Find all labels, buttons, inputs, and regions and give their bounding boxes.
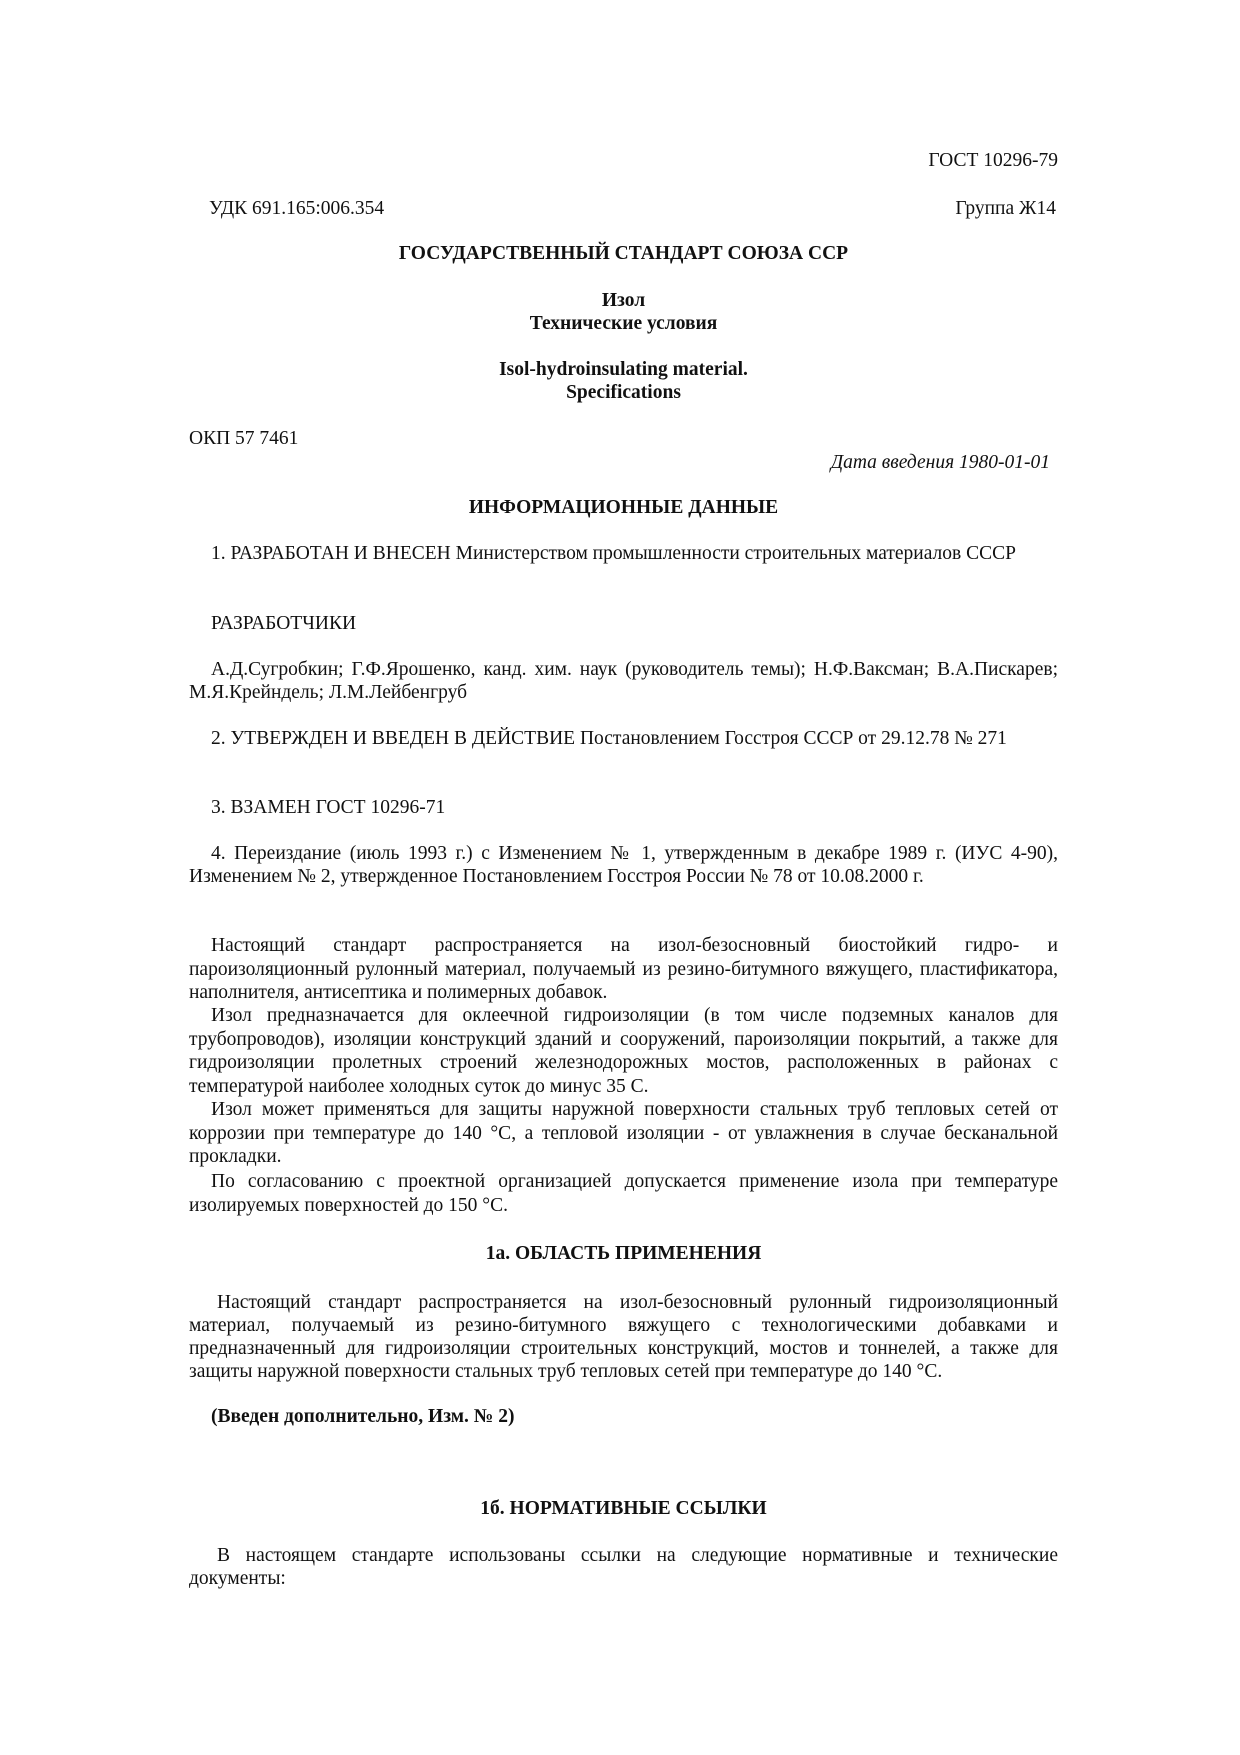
info-item-4: 4. Переиздание (июль 1993 г.) с Изменением № 1, утвержденным в декабре 1989 г. (ИУС 4-90), Изменением № 2, утвержденное Постановлением Госстроя России № 78 от 10.08.2000 г. <box>189 843 1058 887</box>
okp-code: ОКП 57 7461 <box>189 428 299 449</box>
developers-label: РАЗРАБОТЧИКИ <box>211 613 357 634</box>
info-item-3: 3. ВЗАМЕН ГОСТ 10296-71 <box>211 797 446 818</box>
body-paragraph-2: Изол предназначается для оклеечной гидроизоляции (в том числе подземных каналов для трубопроводов), изоляции конструкций зданий и сооружений, пароизоляции покрытий, а также для гидроизоляции пролетных строений железнодорожных мостов, расположенных в районах с температурой наиболее холодных суток до минус 35 С. <box>189 1005 1058 1097</box>
intro-date: Дата введения 1980-01-01 <box>830 452 1050 473</box>
section-1b-text: В настоящем стандарте использованы ссылки на следующие нормативные и технические документы: <box>189 1545 1058 1589</box>
info-item-1: 1. РАЗРАБОТАН И ВНЕСЕН Министерством промышленности строительных материалов СССР <box>211 543 1016 564</box>
state-standard-title: ГОСУДАРСТВЕННЫЙ СТАНДАРТ СОЮЗА ССР <box>398 243 849 264</box>
body-paragraph-1: Настоящий стандарт распространяется на изол-безосновный биостойкий гидро- и пароизоляционный рулонный материал, получаемый из резино-битумного вяжущего, пластификатора, наполнителя, антисептика и полимерных добавок. <box>189 935 1058 1004</box>
section-1a-note: (Введен дополнительно, Изм. № 2) <box>211 1406 515 1427</box>
info-item-2: 2. УТВЕРЖДЕН И ВВЕДЕН В ДЕЙСТВИЕ Постановлением Госстроя СССР от 29.12.78 № 271 <box>211 728 1007 749</box>
standard-subtitle-ru: Технические условия <box>529 313 718 334</box>
standard-name-en: Isol-hydroinsulating material. <box>499 359 748 380</box>
udk-code: УДК 691.165:006.354 <box>209 198 385 219</box>
gost-number: ГОСТ 10296-79 <box>928 150 1058 171</box>
standard-name-ru: Изол <box>601 290 646 311</box>
body-paragraph-4: По согласованию с проектной организацией допускается применение изола при температуре изолируемых поверхностей до 150 °С. <box>189 1171 1058 1216</box>
section-1b-heading: 1б. НОРМАТИВНЫЕ ССЫЛКИ <box>480 1498 767 1519</box>
section-1a-heading: 1а. ОБЛАСТЬ ПРИМЕНЕНИЯ <box>485 1243 762 1264</box>
info-heading: ИНФОРМАЦИОННЫЕ ДАННЫЕ <box>468 497 779 518</box>
body-paragraph-3: Изол может применяться для защиты наружной поверхности стальных труб тепловых сетей от коррозии при температуре до 140 °С, а тепловой изоляции - от увлажнения в случае бесканальной прокладки. <box>189 1099 1058 1168</box>
developers-list: А.Д.Сугробкин; Г.Ф.Ярошенко, канд. хим. наук (руководитель темы); Н.Ф.Ваксман; В.А.Пискарев; М.Я.Крейндель; Л.М.Лейбенгруб <box>189 659 1058 703</box>
group-code: Группа Ж14 <box>955 198 1056 219</box>
section-1a-text: Настоящий стандарт распространяется на изол-безосновный рулонный гидроизоляционный материал, получаемый из резино-битумного вяжущего с технологическими добавками и предназначенный для гидроизоляции строительных конструкций, мостов и тоннелей, а также для защиты наружной поверхности стальных труб тепловых сетей при температуре до 140 °С. <box>189 1292 1058 1382</box>
standard-subtitle-en: Specifications <box>566 382 681 403</box>
